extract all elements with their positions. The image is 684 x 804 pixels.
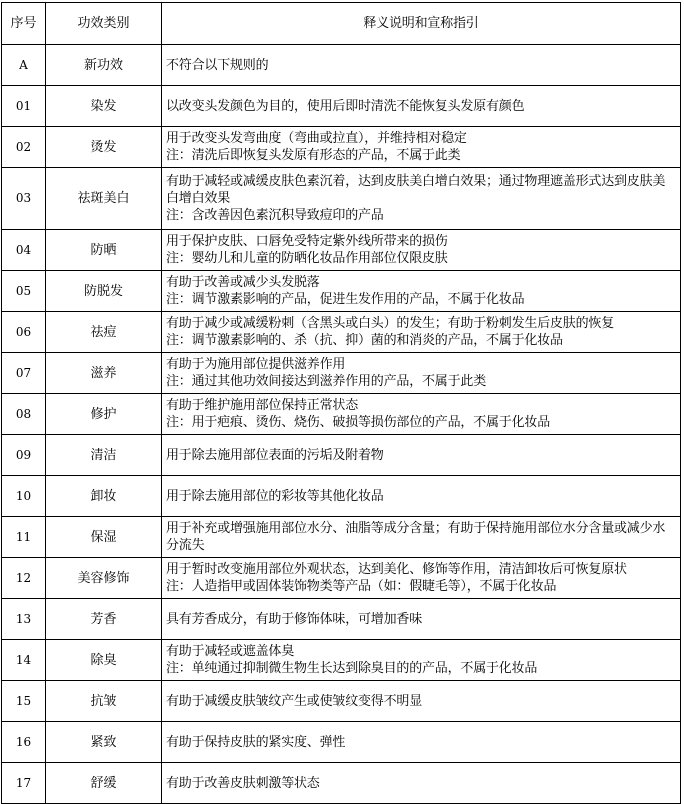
- row-category: 防脱发: [46, 271, 162, 312]
- row-description: 以改变头发颜色为目的，使用后即时清洗不能恢复头发原有颜色: [162, 86, 681, 127]
- row-number: 08: [2, 394, 46, 435]
- row-number: 03: [2, 168, 46, 230]
- row-description: 用于改变头发弯曲度（弯曲或拉直），并维持相对稳定 注：清洗后即恢复头发原有形态的产品，不属于此类: [162, 127, 681, 168]
- row-category: 除臭: [46, 640, 162, 681]
- row-category: 烫发: [46, 127, 162, 168]
- row-number: 07: [2, 353, 46, 394]
- row-description: 具有芳香成分，有助于修饰体味，可增加香味: [162, 599, 681, 640]
- row-description: 有助于为施用部位提供滋养作用 注：通过其他功效间接达到滋养作用的产品，不属于此类: [162, 353, 681, 394]
- row-number: 12: [2, 558, 46, 599]
- header-category: 功效类别: [46, 3, 162, 45]
- table-row: [2, 763, 681, 804]
- row-description: 有助于减缓皮肤皱纹产生或使皱纹变得不明显: [162, 681, 681, 722]
- row-number: 10: [2, 476, 46, 517]
- table-row: [2, 558, 681, 599]
- table-row: [2, 435, 681, 476]
- row-number: 09: [2, 435, 46, 476]
- row-description: 有助于减轻或减缓皮肤色素沉着，达到皮肤美白增白效果；通过物理遮盖形式达到皮肤美白增白效果 注：含改善因色素沉积导致痘印的产品: [162, 168, 681, 230]
- table-row: [2, 230, 681, 271]
- row-number: 02: [2, 127, 46, 168]
- row-category: 新功效: [46, 45, 162, 86]
- row-description: 用于补充或增强施用部位水分、油脂等成分含量；有助于保持施用部位水分含量或减少水分流失: [162, 517, 681, 558]
- row-category: 修护: [46, 394, 162, 435]
- row-number: 15: [2, 681, 46, 722]
- table-row: [2, 517, 681, 558]
- row-description: 不符合以下规则的: [162, 45, 681, 86]
- efficacy-table: [1, 2, 681, 804]
- row-description: 用于暂时改变施用部位外观状态，达到美化、修饰等作用，清洁卸妆后可恢复原状 注：人造指甲或固体装饰物类等产品（如：假睫毛等），不属于化妆品: [162, 558, 681, 599]
- row-category: 舒缓: [46, 763, 162, 804]
- row-description: 有助于减少或减缓粉刺（含黑头或白头）的发生；有助于粉刺发生后皮肤的恢复 注：调节激素影响的、杀（抗、抑）菌的和消炎的产品，不属于化妆品: [162, 312, 681, 353]
- row-category: 保湿: [46, 517, 162, 558]
- table-row: [2, 86, 681, 127]
- row-description: 用于除去施用部位的彩妆等其他化妆品: [162, 476, 681, 517]
- table-row: [2, 312, 681, 353]
- row-category: 滋养: [46, 353, 162, 394]
- row-number: 01: [2, 86, 46, 127]
- table-row: [2, 476, 681, 517]
- table-row: [2, 640, 681, 681]
- row-number: 11: [2, 517, 46, 558]
- row-description: 有助于改善皮肤刺激等状态: [162, 763, 681, 804]
- row-category: 祛斑美白: [46, 168, 162, 230]
- header-description: 释义说明和宣称指引: [162, 3, 681, 45]
- row-number: A: [2, 45, 46, 86]
- row-number: 14: [2, 640, 46, 681]
- row-description: 有助于保持皮肤的紧实度、弹性: [162, 722, 681, 763]
- row-description: 有助于维护施用部位保持正常状态 注：用于疤痕、烫伤、烧伤、破损等损伤部位的产品，不属于化妆品: [162, 394, 681, 435]
- table-row: [2, 394, 681, 435]
- row-description: 用于保护皮肤、口唇免受特定紫外线所带来的损伤 注：婴幼儿和儿童的防晒化妆品作用部位仅限皮肤: [162, 230, 681, 271]
- row-number: 13: [2, 599, 46, 640]
- row-description: 有助于减轻或遮盖体臭 注：单纯通过抑制微生物生长达到除臭目的的产品，不属于化妆品: [162, 640, 681, 681]
- table-row: [2, 168, 681, 230]
- row-category: 染发: [46, 86, 162, 127]
- row-number: 04: [2, 230, 46, 271]
- table-row: [2, 681, 681, 722]
- row-number: 05: [2, 271, 46, 312]
- table-row: [2, 599, 681, 640]
- row-category: 清洁: [46, 435, 162, 476]
- table-row: [2, 45, 681, 86]
- row-description: 用于除去施用部位表面的污垢及附着物: [162, 435, 681, 476]
- row-description: 有助于改善或减少头发脱落 注：调节激素影响的产品，促进生发作用的产品，不属于化妆品: [162, 271, 681, 312]
- table-row: [2, 127, 681, 168]
- row-category: 防晒: [46, 230, 162, 271]
- row-category: 祛痘: [46, 312, 162, 353]
- row-category: 美容修饰: [46, 558, 162, 599]
- header-row: [2, 3, 681, 45]
- row-category: 抗皱: [46, 681, 162, 722]
- row-number: 16: [2, 722, 46, 763]
- row-number: 06: [2, 312, 46, 353]
- row-number: 17: [2, 763, 46, 804]
- row-category: 紧致: [46, 722, 162, 763]
- header-no: 序号: [2, 3, 46, 45]
- table-row: [2, 722, 681, 763]
- table-row: [2, 271, 681, 312]
- row-category: 卸妆: [46, 476, 162, 517]
- row-category: 芳香: [46, 599, 162, 640]
- table-row: [2, 353, 681, 394]
